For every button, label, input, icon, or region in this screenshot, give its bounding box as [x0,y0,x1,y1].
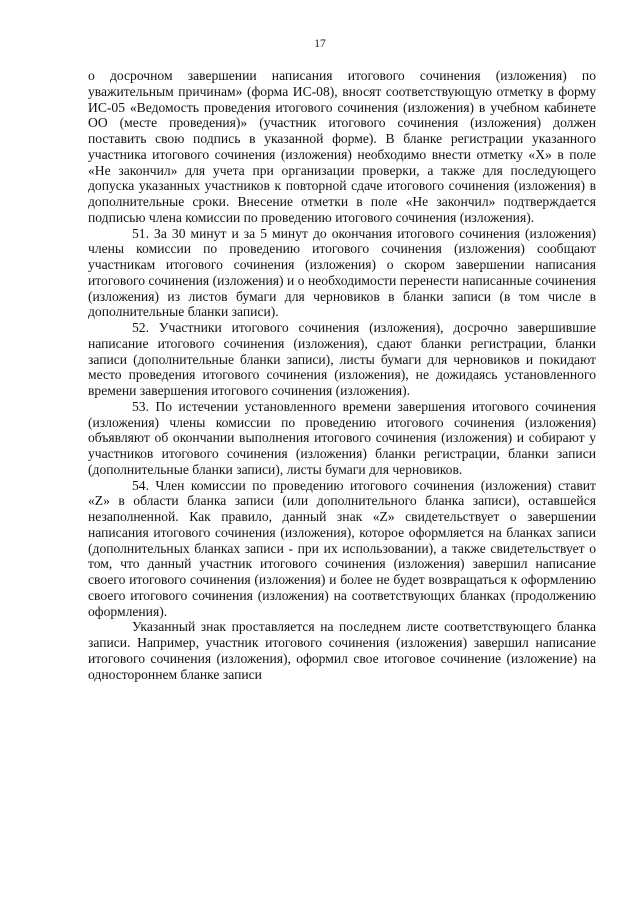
paragraph-continuation: о досрочном завершении написания итогового сочинения (изложения) по уважительным причинам» (форма ИС-08), вносят соответствующую отметку в форму ИС-05 «Ведомость проведения итогового сочинения (изложения) в учебном кабинете ОО (месте проведения)» (участник итогового сочинения (изложения) должен поставить свою подпись в указанной форме). В бланке регистрации указанного участника итогового сочинения (изложения) необходимо внести отметку «X» в поле «Не закончил» для учета при организации проверки, а также для последующего допуска указанных участников к повторной сдаче итогового сочинения (изложения) в дополнительные сроки. Внесение отметки в поле «Не закончил» подтверждается подписью члена комиссии по проведению итогового сочинения (изложения). [88,68,596,225]
paragraph-note: Указанный знак проставляется на последнем листе соответствующего бланка записи. Например, участник итогового сочинения (изложения) завершил написание итогового сочинения (изложения), оформил свое итоговое сочинение (изложение) на одностороннем бланке записи [88,619,596,682]
paragraph-53: 53. По истечении установленного времени завершения итогового сочинения (изложения) члены комиссии по проведению итогового сочинения (изложения) объявляют об окончании выполнения итогового сочинения (изложения) и собирают у участников итогового сочинения (изложения) бланки регистрации, бланки записи (дополнительные бланки записи), листы бумаги для черновиков. [88,398,596,477]
paragraph-52: 52. Участники итогового сочинения (изложения), досрочно завершившие написание итогового сочинения (изложения), сдают бланки регистрации, бланки записи (дополнительные бланки записи), листы бумаги для черновиков и покидают место проведения итогового сочинения (изложения), не дожидаясь установленного времени завершения итогового сочинения (изложения). [88,320,596,398]
document-body [88,68,596,682]
paragraph-54: 54. Член комиссии по проведению итогового сочинения (изложения) ставит «Z» в области бланка записи (или дополнительного бланка записи), оставшейся незаполненной. Как правило, данный знак «Z» свидетельствует о завершении написания итогового сочинения (изложения), которое оформляется на бланках записи (дополнительных бланках записи - при их использовании), а также свидетельствует о том, что данный участник итогового сочинения (изложения) завершил написание своего итогового сочинения (изложения) и более не будет возвращаться к оформлению своего итогового сочинения (изложения) на соответствующих бланках (продолжению оформления). [88,477,596,619]
page-number: 17 [314,38,326,50]
paragraph-51: 51. За 30 минут и за 5 минут до окончания итогового сочинения (изложения) члены комиссии по проведению итогового сочинения (изложения) сообщают участникам итогового сочинения (изложения) о скором завершении написания итогового сочинения (изложения) и о необходимости перенести написанные сочинения (изложения) из листов бумаги для черновиков в бланки записи (в том числе в дополнительные бланки записи). [88,225,596,320]
